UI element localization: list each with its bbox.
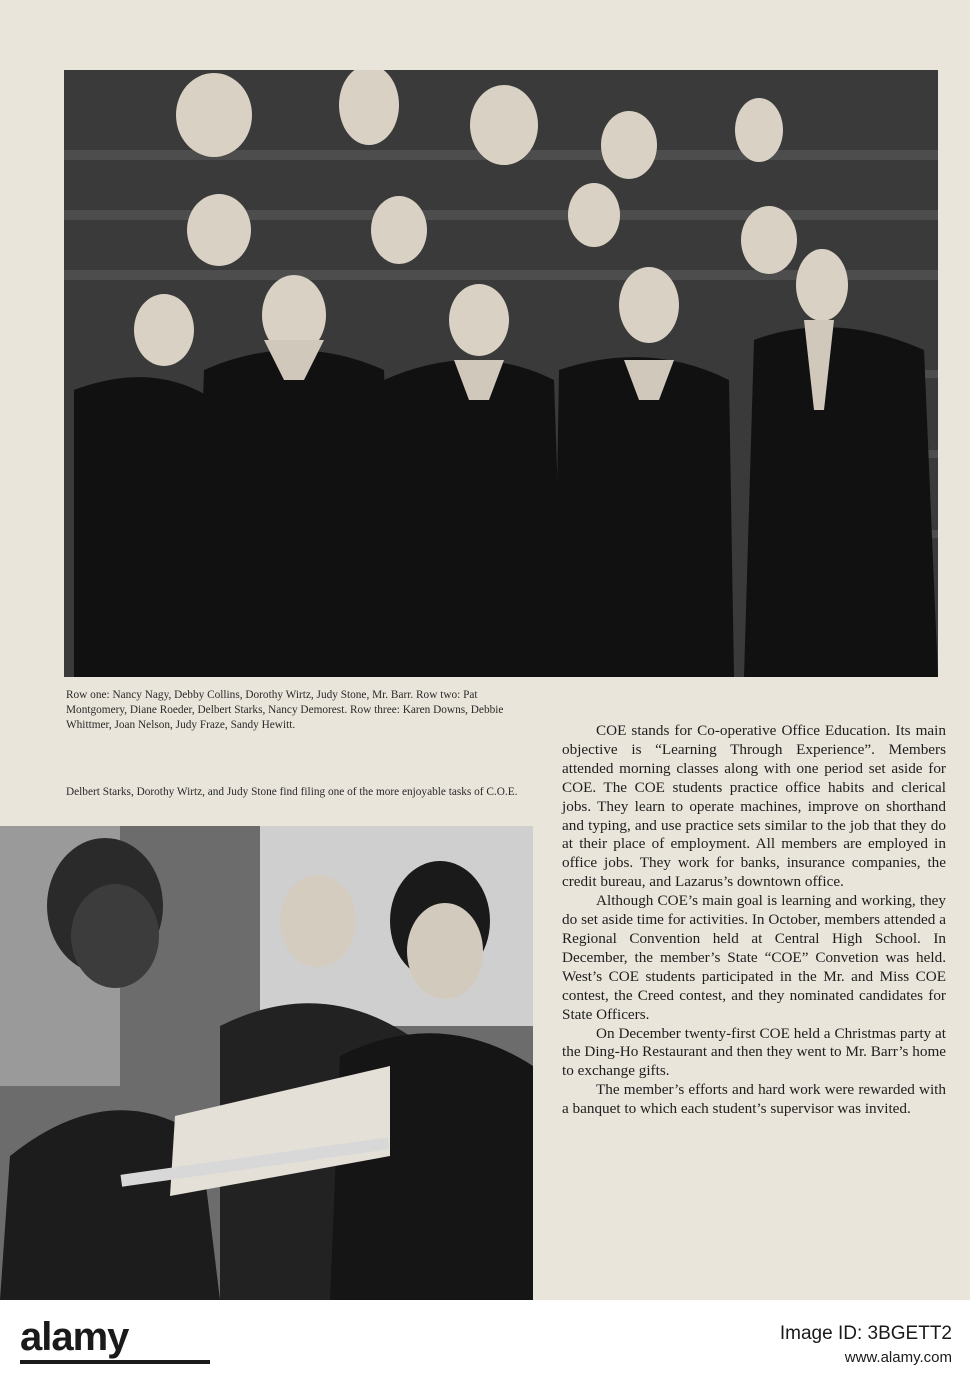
article-paragraph-3: On December twenty-first COE held a Christmas party at the Ding-Ho Restaurant and then they went to Mr. Barr’s home to exchange gifts. [562, 1024, 946, 1080]
filing-photo-illustration [0, 826, 533, 1300]
coe-article [562, 722, 946, 1119]
site-url[interactable]: www.alamy.com [844, 1349, 952, 1366]
alamy-logo: alamy [20, 1315, 129, 1359]
filing-photo-caption: Delbert Starks, Dorothy Wirtz, and Judy Stone find filing one of the more enjoyable tasks of C.O.E. [66, 786, 518, 798]
article-paragraph-1: COE stands for Co-operative Office Education. Its main objective is “Learning Through Experience”. Members attended morning classes along with one period set aside for COE. The COE students practice office habits and clerical jobs. They learn to operate machines, improve on shorthand and typing, and use practice sets similar to the job that they do at their place of employment. All members are employed in office jobs. They work for banks, insurance companies, the credit bureau, and Lazarus’s downtown office. [562, 722, 946, 891]
group-photo-illustration [64, 70, 938, 677]
article-paragraph-2: Although COE’s main goal is learning and working, they do set aside time for activities. In October, members attended a Regional Convention held at Central High School. In December, the member’s State “COE” Convetion was held. West’s COE students participated in the Mr. and Miss COE contest, the Creed contest, and they nominated candidates for State Officers. [562, 892, 946, 1023]
filing-photo [0, 826, 533, 1300]
group-photo-caption: Row one: Nancy Nagy, Debby Collins, Dorothy Wirtz, Judy Stone, Mr. Barr. Row two: Pat Montgomery, Diane Roeder, Delbert Starks, Nancy Demorest. Row three: Karen Downs, Debbie Whittmer, Joan Nelson, Judy Fraze, Sandy Hewitt. [66, 689, 504, 731]
article-paragraph-4: The member’s efforts and hard work were rewarded with a banquet to which each student’s supervisor was invited. [562, 1081, 946, 1118]
alamy-logo-underline [20, 1360, 210, 1364]
image-id: Image ID: 3BGETT2 [779, 1323, 952, 1344]
stock-info [780, 1322, 952, 1370]
group-photo [64, 70, 938, 677]
